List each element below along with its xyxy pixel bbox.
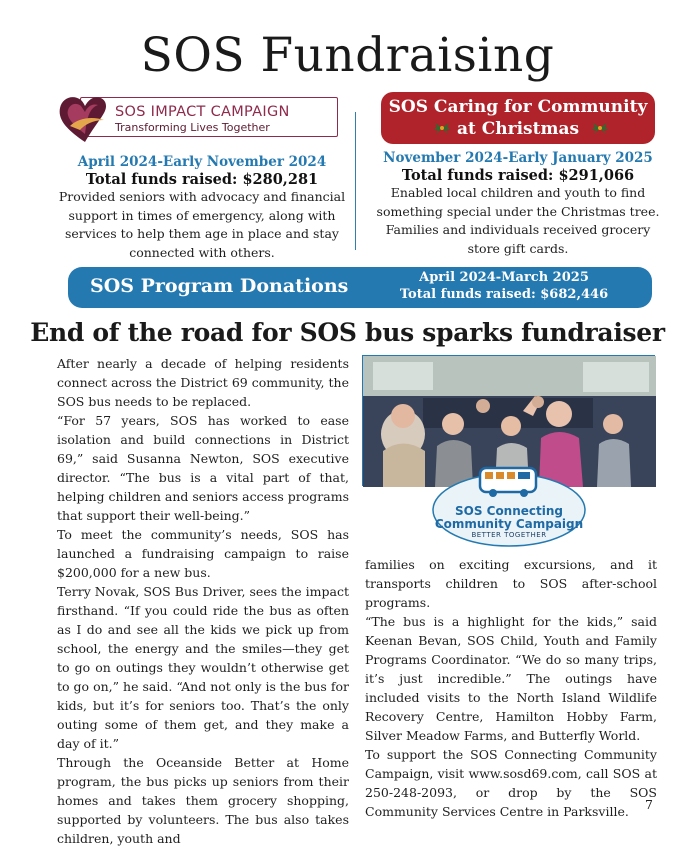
christmas-description: Enabled local children and youth to find something special under the Christmas tree. Families and individuals received grocery store gift cards.: [376, 185, 660, 256]
impact-campaign-logo: [52, 90, 352, 148]
impact-campaign-section: [52, 90, 352, 262]
christmas-campaign-banner: [381, 92, 655, 144]
program-donations-total: Total funds raised: $682,446: [399, 287, 609, 302]
impact-logo-name: SOS IMPACT CAMPAIGN: [115, 104, 290, 120]
article-paragraph: Through the Oceanside Better at Home program, the bus picks up seniors from their homes and takes them grocery shopping, supported by volunteers. The bus also takes children, youth and: [57, 755, 349, 846]
article-paragraph: After nearly a decade of helping residents connect across the District 69 community, the SOS bus needs to be replaced.: [57, 356, 349, 409]
article-paragraph: families on exciting excursions, and it transports children to SOS after-school programs.: [365, 557, 657, 610]
impact-logo-frame: [80, 97, 338, 137]
article-paragraph: To support the SOS Connecting Community Campaign, visit www.sosd69.com, call SOS at 250-248-2093, or drop by the SOS Community Services Centre in Parksville.: [365, 747, 657, 819]
article-column-left: [57, 354, 349, 848]
bus-logo-line1: SOS Connecting: [454, 504, 564, 518]
impact-logo-tagline: Transforming Lives Together: [115, 121, 270, 134]
page-title: SOS Fundraising: [140, 28, 555, 83]
christmas-total: Total funds raised: $291,066: [401, 167, 635, 184]
article-paragraph: Terry Novak, SOS Bus Driver, sees the impact firsthand. “If you could ride the bus as often as I do and see all the kids we pick up from school, the energy and the smiles—they get to go on outings they wouldn’t otherwise get to go on,” he said. “And not only is the bus for kids, but it’s for seniors too. That’s the only outing some of them get, and they make a day of it.”: [57, 584, 349, 751]
article-paragraph: To meet the community’s needs, SOS has launched a fundraising campaign to raise $200,000 for a new bus.: [57, 527, 349, 580]
bus-logo-line2: Community Campaign: [434, 517, 584, 531]
impact-description: Provided seniors with advocacy and financial support in times of emergency, along with services to help them age in place and stay connected with others.: [58, 189, 346, 260]
article-headline: End of the road for SOS bus sparks fundraiser: [30, 318, 665, 347]
program-donations-title: SOS Program Donations: [90, 275, 349, 297]
program-donations-dates: April 2024-March 2025: [419, 270, 589, 285]
christmas-dates: November 2024-Early January 2025: [383, 150, 653, 166]
christmas-title-line2: at Christmas: [456, 119, 580, 139]
heart-icon: [56, 90, 114, 148]
christmas-title-line1: SOS Caring for Community: [388, 97, 648, 117]
article-paragraph: “The bus is a highlight for the kids,” said Keenan Bevan, SOS Child, Youth and Family Programs Coordinator. “We do so many trips, it’s just incredible.” The outings have included visits to the North Island Wildlife Recovery Centre, Hamilton Hobby Farm, Silver Meadow Farms, and Butterfly World.: [365, 614, 657, 743]
article-paragraph: “For 57 years, SOS has worked to ease isolation and build connections in District 69,” said Susanna Newton, SOS executive director. “The bus is a vital part of that, helping children and seniors access programs that support their well-being.”: [57, 413, 349, 523]
column-divider: [355, 112, 356, 250]
bus-logo-tagline: BETTER TOGETHER: [471, 531, 547, 539]
bus-logo-title: [430, 505, 588, 531]
program-donations-bar: [68, 267, 652, 308]
impact-dates: April 2024-Early November 2024: [77, 154, 327, 170]
impact-total: Total funds raised: $280,281: [85, 171, 319, 188]
page-number: 7: [645, 797, 653, 812]
program-donations-info: [386, 269, 622, 303]
holly-icon: [433, 120, 451, 136]
holly-icon: [591, 120, 609, 136]
christmas-campaign-section: [368, 90, 668, 258]
article-column-right: [365, 555, 657, 821]
